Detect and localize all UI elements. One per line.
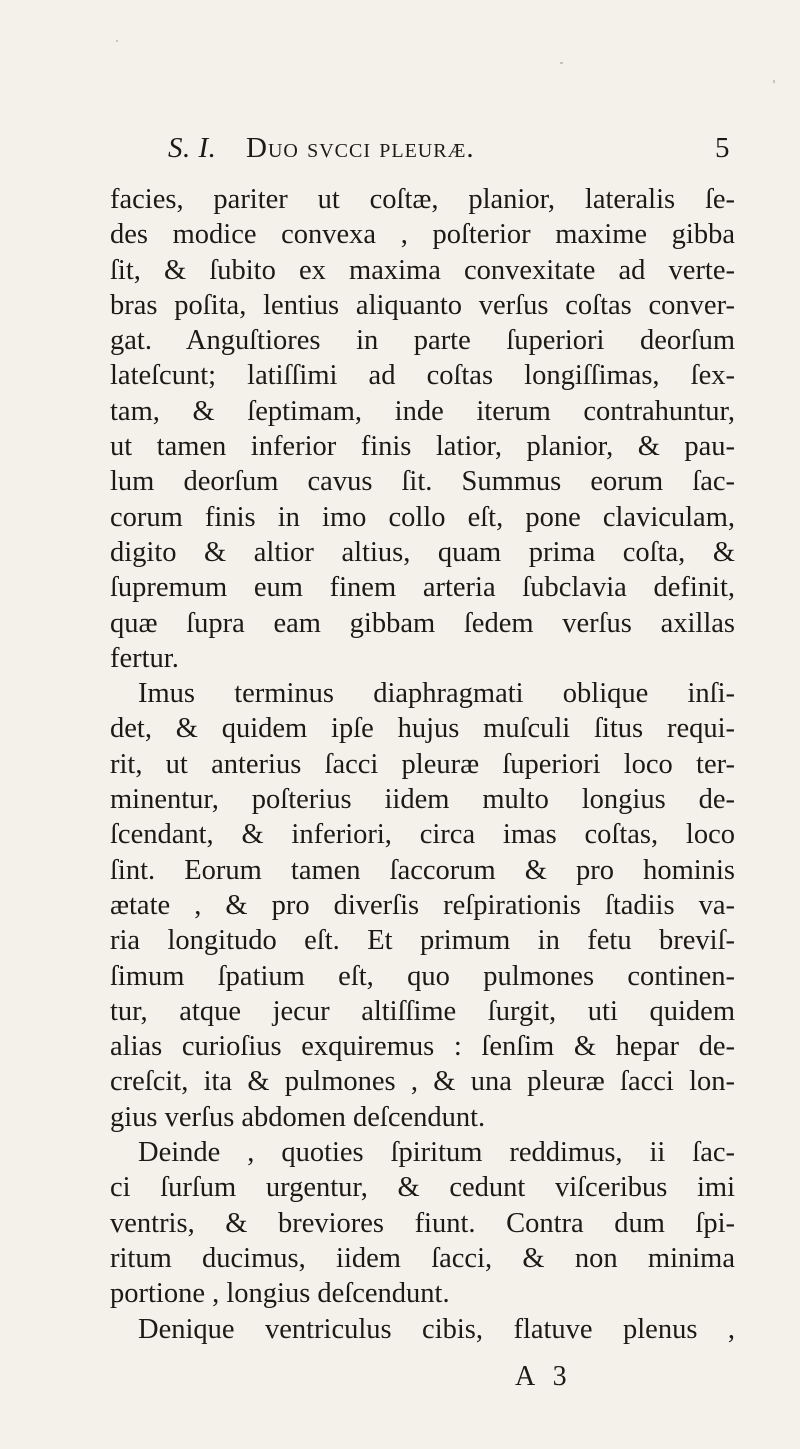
text-line: ſit, & ſubito ex maxima convexitate ad verte- — [110, 254, 735, 286]
signature-mark: A 3 — [515, 1361, 573, 1392]
text-line: Imus terminus diaphragmati oblique inſi- — [138, 678, 735, 710]
text-line: ria longitudo eſt. Et primum in fetu breviſ- — [110, 925, 735, 957]
text-line: lum deorſum cavus ſit. Summus eorum ſac- — [110, 466, 735, 498]
text-line: lateſcunt; latiſſimi ad coſtas longiſſimas, ſex- — [110, 360, 735, 392]
running-title: Duo svcci pleuræ. — [246, 132, 475, 164]
text-line: ſupremum eum finem arteria ſubclavia definit, — [110, 572, 735, 604]
text-line: facies, pariter ut coſtæ, planior, lateralis ſe- — [110, 184, 735, 215]
text-line: ſint. Eorum tamen ſaccorum & pro hominis — [110, 854, 735, 886]
text-line: creſcit, ita & pulmones , & una pleuræ ſacci lon- — [110, 1066, 735, 1098]
text-line: des modice convexa , poſterior maxime gibba — [110, 219, 735, 251]
text-line: bras poſita, lentius aliquanto verſus coſtas conver- — [110, 289, 735, 321]
text-line: tam, & ſeptimam, inde iterum contrahuntur, — [110, 395, 735, 427]
running-header — [168, 132, 730, 172]
text-line: ſcendant, & inferiori, circa imas coſtas, loco — [110, 819, 735, 851]
text-line: det, & quidem ipſe hujus muſculi ſitus requi- — [110, 713, 735, 745]
text-line: portione , longius deſcendunt. — [110, 1278, 450, 1310]
text-line: ut tamen inferior finis latior, planior, & pau- — [110, 431, 735, 463]
text-line: rit, ut anterius ſacci pleuræ ſuperiori loco ter- — [110, 748, 735, 780]
paper-speck — [773, 80, 775, 83]
text-line: digito & altior altius, quam prima coſta, & — [110, 536, 735, 568]
paper-speck — [116, 40, 118, 42]
paper-speck — [560, 62, 563, 64]
text-line: minentur, poſterius iidem multo longius de- — [110, 784, 735, 816]
text-line: corum finis in imo collo eſt, pone claviculam, — [110, 501, 735, 533]
text-line: fertur. — [110, 642, 179, 674]
text-line: gius verſus abdomen deſcendunt. — [110, 1101, 486, 1133]
text-line: ventris, & breviores fiunt. Contra dum ſpi- — [110, 1207, 735, 1239]
text-line: ritum ducimus, iidem ſacci, & non minima — [110, 1242, 735, 1274]
text-line: tur, atque jecur altiſſime ſurgit, uti quidem — [110, 995, 735, 1027]
section-label: S. I. — [168, 132, 217, 164]
text-line: ci ſurſum urgentur, & cedunt viſceribus imi — [110, 1172, 735, 1204]
page-number: 5 — [715, 132, 730, 164]
text-line: gat. Anguſtiores in parte ſuperiori deorſum — [110, 325, 735, 357]
text-line: alias curioſius exquiremus : ſenſim & hepar de- — [110, 1031, 735, 1063]
text-line: Denique ventriculus cibis, flatuve plenus , — [138, 1313, 735, 1345]
text-line: quæ ſupra eam gibbam ſedem verſus axillas — [110, 607, 735, 639]
body-text — [110, 182, 735, 1347]
text-line: Deinde , quoties ſpiritum reddimus, ii ſac- — [138, 1137, 735, 1169]
text-line: ætate , & pro diverſis reſpirationis ſtadiis va- — [110, 889, 735, 921]
text-line: ſimum ſpatium eſt, quo pulmones continen- — [110, 960, 735, 992]
